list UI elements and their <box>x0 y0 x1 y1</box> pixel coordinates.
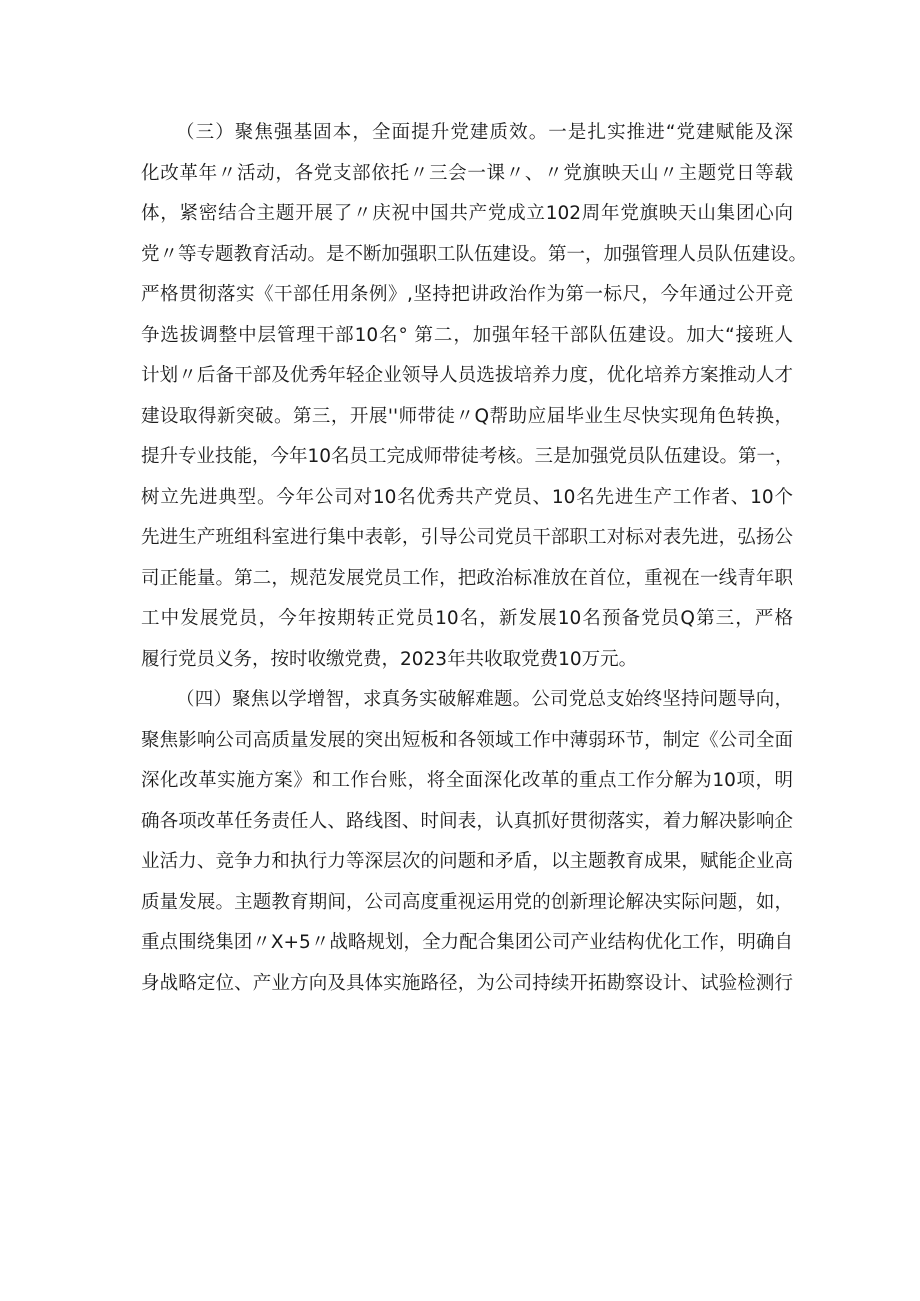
text-line: 树立先进典型。今年公司对10名优秀共产党员、10名先进生产工作者、10个 <box>141 486 793 508</box>
document-body <box>141 113 808 1004</box>
text-line: 严格贯彻落实《干部任用条例》,坚持把讲政治作为第一标尺，今年通过公开竞 <box>141 284 793 305</box>
text-line: 建设取得新突破。第三，开展''师带徒〃Q帮助应届毕业生尽快实现角色转换， <box>141 405 793 427</box>
text-line: （三）聚焦强基固本，全面提升党建质效。一是扎实推进“党建赋能及深 <box>176 122 793 143</box>
text-line: （四）聚焦以学增智，求真务实破解难题。公司党总支始终坚持问题导向， <box>176 689 793 710</box>
text-line: 争选拔调整中层管理干部10名° 第二，加强年轻干部队伍建设。加大“接班人 <box>141 324 793 346</box>
text-line: 聚焦影响公司高质量发展的突出短板和各领域工作中薄弱环节，制定《公司全面 <box>141 729 793 751</box>
text-line: 质量发展。主题教育期间，公司高度重视运用党的创新理论解决实际问题，如， <box>141 891 793 913</box>
text-line: 身战略定位、产业方向及具体实施路径，为公司持续开拓勘察设计、试验检测行 <box>141 972 793 994</box>
text-line: 计划〃后备干部及优秀年轻企业领导人员选拔培养力度，优化培养方案推动人才 <box>141 365 793 386</box>
text-line: 业活力、竞争力和执行力等深层次的问题和矛盾，以主题教育成果，赋能企业高 <box>141 851 793 872</box>
text-line: 先进生产班组科室进行集中表彰，引导公司党员干部职工对标对表先进，弘扬公 <box>141 527 793 548</box>
text-line: 司正能量。第二，规范发展党员工作，把政治标准放在首位，重视在一线青年职 <box>141 567 793 589</box>
text-line: 党〃等专题教育活动。是不断加强职工队伍建设。第一，加强管理人员队伍建设。 <box>141 243 808 265</box>
text-line: 工中发展党员，今年按期转正党员10名，新发展10名预备党员Q第三，严格 <box>141 608 793 629</box>
text-line: 履行党员义务，按时收缴党费，2023年共收取党费10万元。 <box>141 648 638 670</box>
text-line: 重点围绕集团〃X+5〃战略规划，全力配合集团公司产业结构优化工作，明确自 <box>141 932 793 953</box>
paragraph-3 <box>141 113 808 680</box>
paragraph-4 <box>141 680 793 1004</box>
text-line: 深化改革实施方案》和工作台账，将全面深化改革的重点工作分解为10项，明 <box>141 770 793 791</box>
text-line: 提升专业技能，今年10名员工完成师带徒考核。三是加强党员队伍建设。第一， <box>141 446 794 467</box>
text-line: 体，紧密结合主题开展了〃庆祝中国共产党成立102周年党旗映天山集团心向 <box>141 203 793 224</box>
text-line: 确各项改革任务责任人、路线图、时间表，认真抓好贯彻落实，着力解决影响企 <box>141 810 793 832</box>
text-line: 化改革年〃活动，各党支部依托〃三会一课〃、〃党旗映天山〃主题党日等载 <box>141 162 793 184</box>
